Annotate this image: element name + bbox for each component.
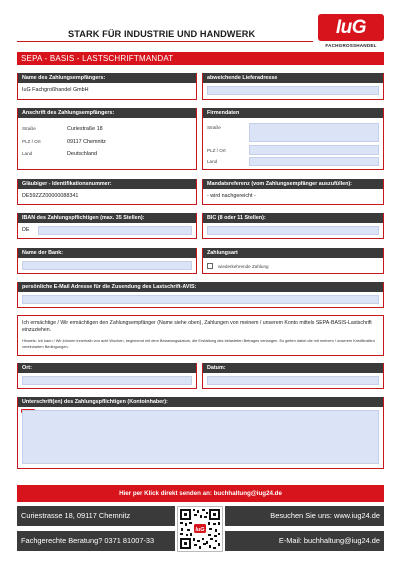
creditor-id-box <box>17 179 197 205</box>
svg-text:IuG: IuG <box>195 527 205 533</box>
bank-name-heading: Name der Bank: <box>18 248 196 258</box>
place-box <box>17 363 197 389</box>
iban-field[interactable] <box>38 226 192 235</box>
logo-mark: IuG <box>318 14 384 41</box>
payee-address-box <box>17 108 197 170</box>
payee-name-box <box>17 73 197 100</box>
place-heading: Ort: <box>18 363 196 373</box>
mandate-ref-value: - wird nachgereicht - <box>207 193 256 199</box>
signature-box <box>17 397 384 469</box>
qr-code-icon <box>178 507 222 551</box>
creditor-id-heading: Gläubiger - Identifikationsnummer: <box>18 179 196 189</box>
bic-field[interactable] <box>207 226 379 235</box>
date-field[interactable] <box>207 376 379 385</box>
footer-email[interactable]: E-Mail: buchhaltung@iug24.de <box>225 531 384 551</box>
company-logo <box>318 14 384 48</box>
company-country-field[interactable] <box>249 157 379 166</box>
date-box <box>202 363 384 389</box>
delivery-address-heading: abweichende Lieferadresse <box>203 73 383 83</box>
company-data-heading: Firmendaten <box>203 108 383 118</box>
bic-box <box>202 213 384 239</box>
send-email-link[interactable]: Hier per Klick direkt senden an: buchhaltung@iug24.de <box>17 485 384 502</box>
date-heading: Datum: <box>203 363 383 373</box>
city-label: PLZ / Ort <box>22 139 41 144</box>
email-box <box>17 282 384 308</box>
company-street-field[interactable] <box>249 123 379 142</box>
recurring-payment-checkbox[interactable] <box>207 263 213 269</box>
qr-code[interactable] <box>177 506 223 552</box>
payment-type-heading: Zahlungsart <box>203 248 383 258</box>
payee-address-heading: Anschrift des Zahlungsempfängers: <box>18 108 196 118</box>
street-value: Curiestraße 18 <box>67 126 103 132</box>
company-country-label: Land <box>207 159 218 164</box>
company-street-label: Straße <box>207 125 221 130</box>
iban-heading: IBAN des Zahlungspflichtigen (max. 35 Stellen): <box>18 213 196 223</box>
email-field[interactable] <box>22 295 379 304</box>
city-value: 09117 Chemnitz <box>67 139 106 145</box>
iban-prefix: DE <box>22 227 30 233</box>
company-slogan: STARK FÜR INDUSTRIE UND HANDWERK <box>68 29 256 39</box>
company-city-field[interactable] <box>249 145 379 155</box>
bank-name-box <box>17 248 197 274</box>
mandate-ref-heading: Mandatsreferenz (vom Zahlungsempfänger auszufüllen): <box>203 179 383 189</box>
consent-box <box>17 315 384 356</box>
footer-phone: Fachgerechte Beratung? 0371 81007-33 <box>17 531 175 551</box>
company-city-label: PLZ / Ort <box>207 148 226 153</box>
email-heading: persönliche E-Mail Adresse für die Zusendung des Lastschrift-AVIS: <box>18 282 383 292</box>
delivery-address-field[interactable] <box>207 86 379 95</box>
footer-website[interactable]: Besuchen Sie uns: www.iug24.de <box>225 506 384 526</box>
street-label: Straße <box>22 126 36 131</box>
bank-name-field[interactable] <box>22 261 192 270</box>
delivery-address-box <box>202 73 384 100</box>
country-label: Land <box>22 151 33 156</box>
creditor-id-value: DE59ZZZ00000088341 <box>22 193 79 199</box>
place-field[interactable] <box>22 376 192 385</box>
consent-note: Hinweis: Ich kann / Wir können innerhalb von acht Wochen, beginnend mit dem Belastungsdatum, die Erstattung des belasteten Betrages verlangen. Es gelten dabei die mit meinem / unserem Kreditinstitut vereinbarten Bedingungen. <box>22 338 375 349</box>
company-data-box <box>202 108 384 170</box>
payee-name-value: IuG Fachgroßhandel GmbH <box>22 87 89 93</box>
signature-heading: Unterschrift(en) des Zahlungspflichtigen (Kontoinhaber): <box>18 397 383 407</box>
logo-subtitle: FACHGROSSHANDEL <box>325 43 377 48</box>
iban-box <box>17 213 197 239</box>
consent-text: Ich ermächtige / Wir ermächtigen den Zahlungsempfänger (Name siehe oben), Zahlungen von meinem / unserem Konto mittels SEPA-BASIS-Lastschrift einzuziehen. <box>22 320 372 333</box>
signature-field[interactable] <box>22 410 379 464</box>
form-title-banner: SEPA - BASIS - LASTSCHRIFTMANDAT <box>17 52 384 65</box>
country-value: Deutschland <box>67 151 97 157</box>
payee-name-heading: Name des Zahlungsempfängers: <box>18 73 196 83</box>
header-divider <box>17 41 313 42</box>
bic-heading: BIC (8 oder 11 Stellen): <box>203 213 383 223</box>
mandate-ref-box <box>202 179 384 205</box>
recurring-payment-label: wiederkehrende Zahlung <box>218 264 269 269</box>
footer-address: Curiestrasse 18, 09117 Chemnitz <box>17 506 175 526</box>
payment-type-box <box>202 248 384 274</box>
